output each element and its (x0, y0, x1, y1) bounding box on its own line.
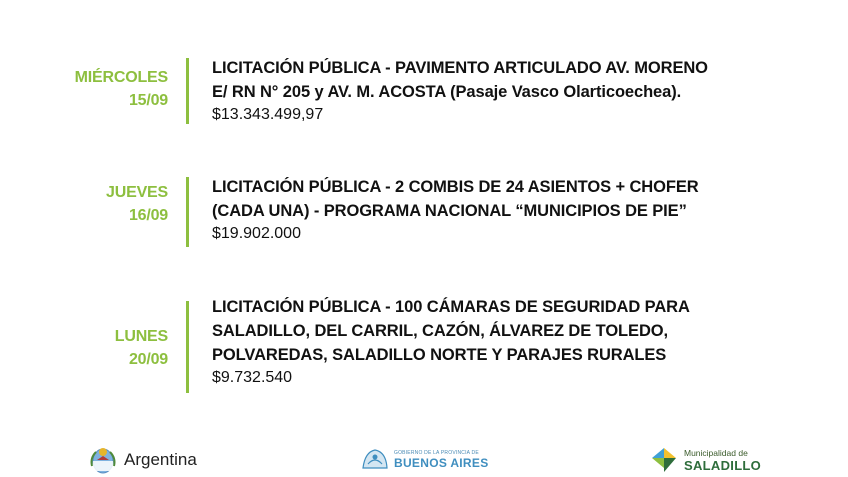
entry-divider (186, 301, 189, 393)
cropped-top-text (200, 0, 350, 4)
entry-divider (186, 177, 189, 247)
entry-date (75, 66, 168, 112)
tender-entry (0, 175, 848, 247)
entry-divider (186, 58, 189, 124)
tender-entry (0, 56, 848, 128)
entry-daydate: 16/09 (128, 207, 168, 224)
saladillo-small-label: Municipalidad de (684, 447, 748, 458)
entry-title: LICITACIÓN PÚBLICA - 100 CÁMARAS DE SEGURIDAD PARA SALADILLO, DEL CARRIL, CAZÓN, ÁLVAREZ DE TOLEDO, POLVAREDAS, SALADILLO NORTE Y PARAJES RURALES (212, 298, 690, 364)
entry-date (106, 181, 168, 227)
tender-entry (0, 295, 848, 393)
entry-amount: $13.343.499,97 (212, 106, 324, 123)
entry-amount: $9.732.540 (212, 369, 293, 386)
argentina-label: Argentina (124, 450, 197, 469)
entry-day: LUNES (114, 328, 168, 345)
ba-big-label: BUENOS AIRES (394, 456, 489, 470)
saladillo-logo (648, 444, 761, 476)
saladillo-big-label: SALADILLO (684, 457, 762, 473)
ba-small-label: GOBIERNO DE LA PROVINCIA DE (394, 450, 479, 456)
entry-day: JUEVES (106, 184, 168, 201)
entry-amount: $19.902.000 (212, 225, 301, 242)
argentina-emblem-icon (88, 446, 118, 474)
buenos-aires-emblem-icon (360, 446, 390, 474)
entry-date (115, 325, 168, 371)
entry-daydate: 20/09 (128, 351, 168, 368)
footer-logos (0, 440, 848, 477)
entry-title: LICITACIÓN PÚBLICA - 2 COMBIS DE 24 ASIENTOS + CHOFER (CADA UNA) - PROGRAMA NACIONAL “MUNICIPIOS DE PIE” (212, 178, 699, 220)
argentina-logo (88, 446, 197, 474)
entry-body (212, 295, 832, 389)
entry-daydate: 15/09 (128, 92, 168, 109)
entry-day: MIÉRCOLES (74, 69, 168, 86)
entry-body (212, 175, 832, 245)
entry-body (212, 56, 832, 126)
entry-title: LICITACIÓN PÚBLICA - PAVIMENTO ARTICULADO AV. MORENO E/ RN N° 205 y AV. M. ACOSTA (Pasaje Vasco Olarticoechea). (212, 59, 708, 101)
saladillo-emblem-icon (648, 444, 680, 476)
buenos-aires-logo (360, 446, 489, 474)
